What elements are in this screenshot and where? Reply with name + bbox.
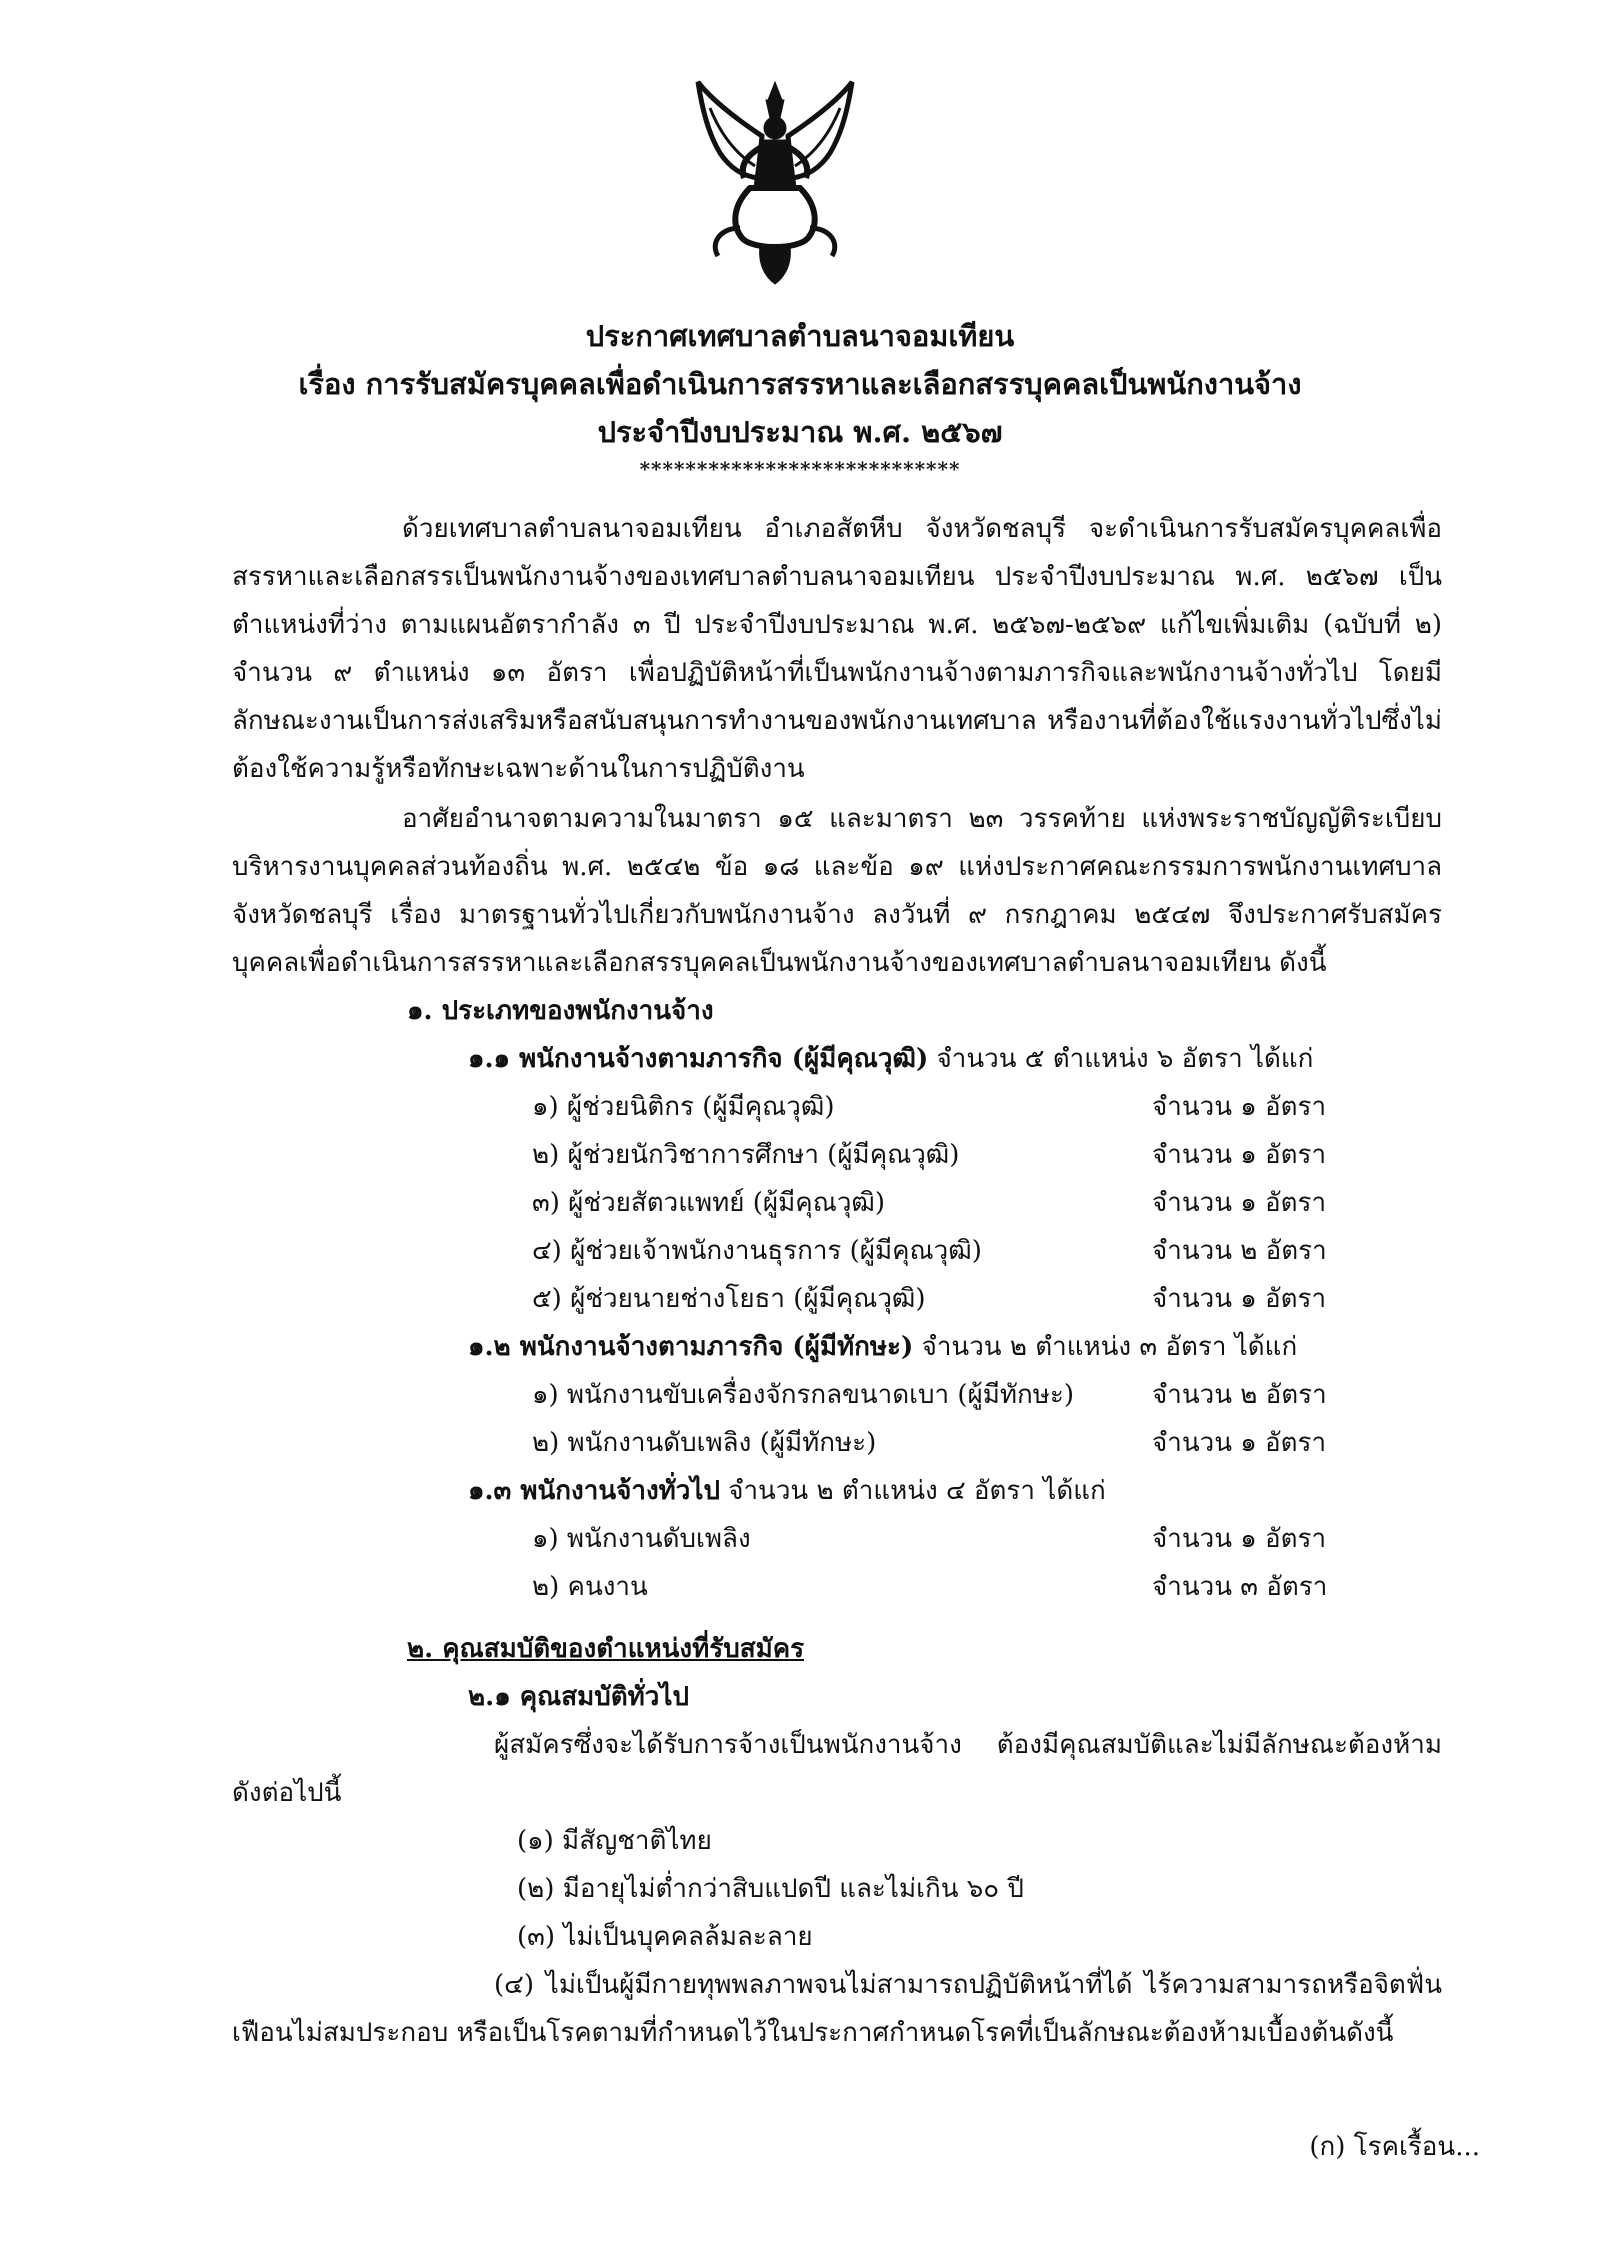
garuda-emblem-icon	[680, 78, 870, 288]
document-body	[232, 505, 1442, 2057]
list-item: (๑) มีสัญชาติไทย	[517, 1826, 712, 1856]
list-item: ๓) ผู้ช่วยสัตวแพทย์ (ผู้มีคุณวุฒิ) จำนวน ๑ อัตรา	[532, 1188, 1327, 1218]
group-1-1-heading: ๑.๑ พนักงานจ้างตามภารกิจ (ผู้มีคุณวุฒิ) จำนวน ๕ ตำแหน่ง ๖ อัตรา ได้แก่	[468, 1044, 1314, 1074]
announcement-title: ประกาศเทศบาลตำบลนาจอมเทียน	[585, 319, 1015, 353]
list-item: (๒) มีอายุไม่ต่ำกว่าสิบแปดปี และไม่เกิน ๖๐ ปี	[517, 1874, 1024, 1904]
list-item: ๔) ผู้ช่วยเจ้าพนักงานธุรการ (ผู้มีคุณวุฒิ) จำนวน ๒ อัตรา	[532, 1236, 1327, 1266]
section2-1-heading: ๒.๑ คุณสมบัติทั่วไป	[468, 1682, 689, 1712]
list-item: ๒) คนงาน จำนวน ๓ อัตรา	[532, 1572, 1328, 1602]
star-divider: ****************************	[639, 457, 961, 481]
title-block	[0, 312, 1600, 480]
paragraph-authority: อาศัยอำนาจตามความในมาตรา ๑๕ และมาตรา ๒๓ วรรคท้าย แห่งพระราชบัญญัติระเบียบบริหารงานบุคคลส่วนท้องถิ่น พ.ศ. ๒๕๔๒ ข้อ ๑๘ และข้อ ๑๙ แห่งประกาศคณะกรรมการพนักงานเทศบาลจังหวัดชลบุรี เรื่อง มาตรฐานทั่วไปเกี่ยวกับพนักงานจ้าง ลงวันที่ ๙ กรกฎาคม ๒๕๔๗ จึงประกาศรับสมัครบุคคลเพื่อดำเนินการสรรหาและเลือกสรรบุคคลเป็นพนักงานจ้างของเทศบาลตำบลนาจอมเทียน ดังนี้	[232, 804, 1442, 978]
qualification-item-4: (๔) ไม่เป็นผู้มีกายทุพพลภาพจนไม่สามารถปฏิบัติหน้าที่ได้ ไร้ความสามารถหรือจิตฟั่นเฟือนไม่สมประกอบ หรือเป็นโรคตามที่กำหนดไว้ในประกาศกำหนดโรคที่เป็นลักษณะต้องห้ามเบื้องต้นดังนี้	[232, 1970, 1442, 2048]
list-item: ๒) พนักงานดับเพลิง (ผู้มีทักษะ) จำนวน ๑ อัตรา	[532, 1428, 1327, 1458]
paragraph-intro: ด้วยเทศบาลตำบลนาจอมเทียน อำเภอสัตหีบ จังหวัดชลบุรี จะดำเนินการรับสมัครบุคคลเพื่อสรรหาและเลือกสรรเป็นพนักงานจ้างของเทศบาลตำบลนาจอมเทียน ประจำปีงบประมาณ พ.ศ. ๒๕๖๗ เป็นตำแหน่งที่ว่าง ตามแผนอัตรากำลัง ๓ ปี ประจำปีงบประมาณ พ.ศ. ๒๕๖๗-๒๕๖๙ แก้ไขเพิ่มเติม (ฉบับที่ ๒) จำนวน ๙ ตำแหน่ง ๑๓ อัตรา เพื่อปฏิบัติหน้าที่เป็นพนักงานจ้างตามภารกิจและพนักงานจ้างทั่วไป โดยมีลักษณะงานเป็นการส่งเสริมหรือสนับสนุนการทำงานของพนักงานเทศบาล หรืองานที่ต้องใช้แรงงานทั่วไปซึ่งไม่ต้องใช้ความรู้หรือทักษะเฉพาะด้านในการปฏิบัติงาน	[232, 514, 1442, 784]
continuation-marker: (ก) โรคเรื้อน...	[1309, 2132, 1480, 2162]
section1-heading: ๑. ประเภทของพนักงานจ้าง	[407, 996, 714, 1026]
list-item: ๑) ผู้ช่วยนิติกร (ผู้มีคุณวุฒิ) จำนวน ๑ อัตรา	[532, 1092, 1327, 1122]
qualification-intro: ผู้สมัครซึ่งจะได้รับการจ้างเป็นพนักงานจ้าง ต้องมีคุณสมบัติและไม่มีลักษณะต้องห้ามดังต่อไปนี้	[232, 1730, 1442, 1808]
fiscal-year-line: ประจำปีงบประมาณ พ.ศ. ๒๕๖๗	[597, 415, 1003, 449]
list-item: (๓) ไม่เป็นบุคคลล้มละลาย	[517, 1922, 813, 1952]
list-item: ๕) ผู้ช่วยนายช่างโยธา (ผู้มีคุณวุฒิ) จำนวน ๑ อัตรา	[532, 1284, 1327, 1314]
list-item: ๑) พนักงานขับเครื่องจักรกลขนาดเบา (ผู้มีทักษะ) จำนวน ๒ อัตรา	[532, 1380, 1327, 1410]
announcement-subject: เรื่อง การรับสมัครบุคคลเพื่อดำเนินการสรรหาและเลือกสรรบุคคลเป็นพนักงานจ้าง	[298, 367, 1302, 401]
list-item: ๒) ผู้ช่วยนักวิชาการศึกษา (ผู้มีคุณวุฒิ) จำนวน ๑ อัตรา	[532, 1140, 1327, 1170]
group-1-2-heading: ๑.๒ พนักงานจ้างตามภารกิจ (ผู้มีทักษะ) จำนวน ๒ ตำแหน่ง ๓ อัตรา ได้แก่	[468, 1332, 1298, 1362]
list-item: ๑) พนักงานดับเพลิง จำนวน ๑ อัตรา	[532, 1524, 1327, 1554]
section2-heading: ๒. คุณสมบัติของตำแหน่งที่รับสมัคร	[407, 1634, 805, 1664]
group-1-3-heading: ๑.๓ พนักงานจ้างทั่วไป จำนวน ๒ ตำแหน่ง ๔ อัตรา ได้แก่	[468, 1476, 1106, 1506]
